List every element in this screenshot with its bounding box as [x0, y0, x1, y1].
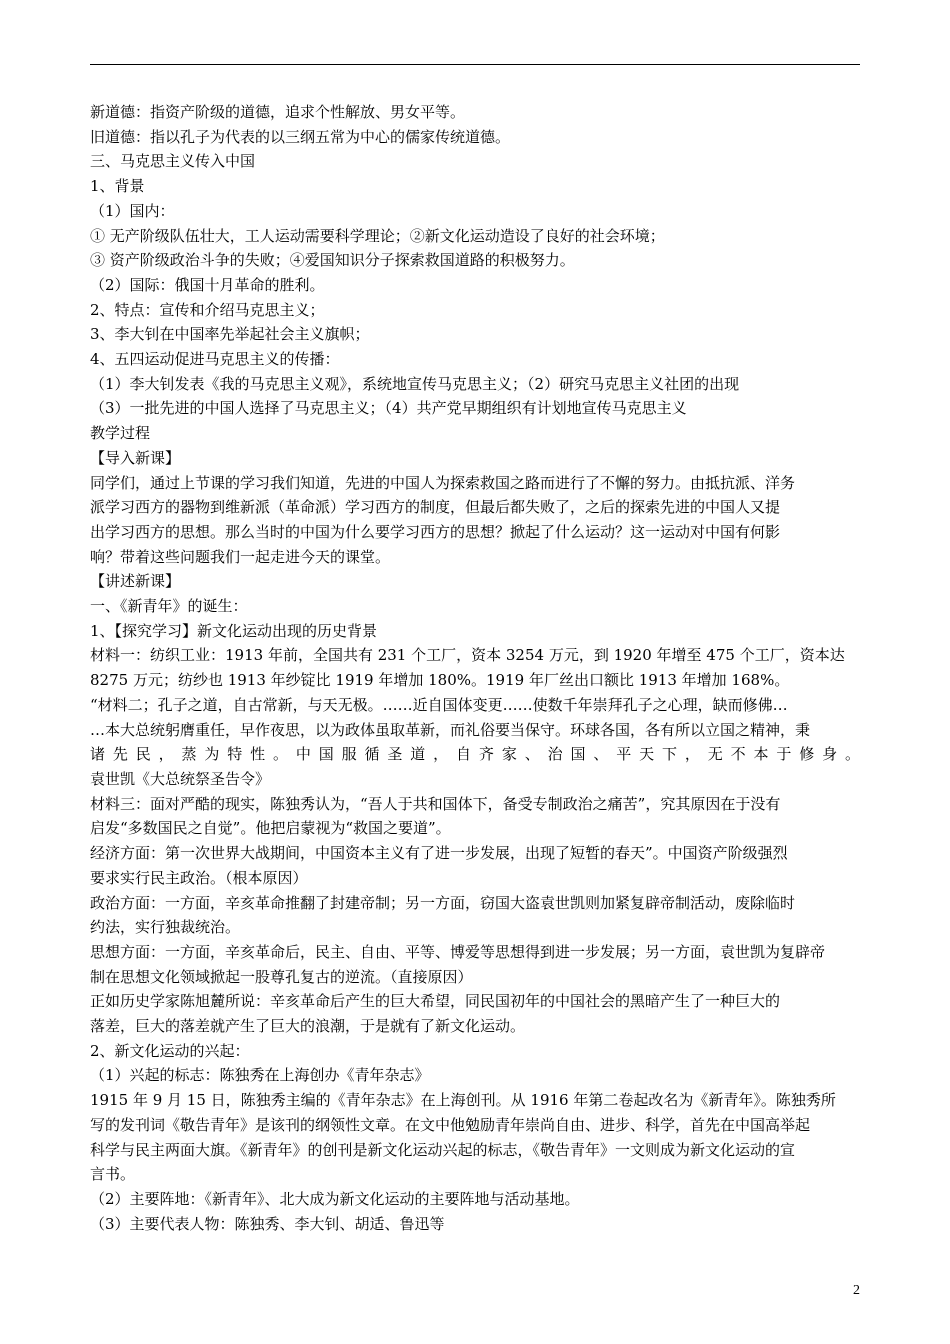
section-heading: 【导入新课】 [90, 448, 181, 467]
text-line: …本大总统躬膺重任，早作夜思，以为政体虽取革新，而礼俗要当保守。环球各国，各有所以立国之精神，秉 [90, 720, 811, 739]
text-line: 1、【探究学习】新文化运动出现的历史背景 [90, 621, 378, 640]
text-line: 约法，实行独裁统治。 [90, 918, 241, 937]
text-line: 响？带着这些问题我们一起走进今天的课堂。 [90, 547, 391, 566]
text-line: 材料一：纺织工业：1913 年前，全国共有 231 个工厂，资本 3254 万元，到 1920 年增至 475 个工厂，资本达 [90, 646, 845, 665]
text-line: （1）国内： [90, 201, 175, 220]
page-number: 2 [853, 1283, 860, 1298]
text-line: ① 无产阶级队伍壮大，工人运动需要科学理论；②新文化运动造设了良好的社会环境； [90, 226, 665, 245]
text-line: 1、背景 [90, 177, 145, 196]
text-line: （1）李大钊发表《我的马克思主义观》，系统地宣传马克思主义；（2）研究马克思主义社团的出现 [90, 374, 740, 393]
text-line: 正如历史学家陈旭麓所说：辛亥革命后产生的巨大希望，同民国初年的中国社会的黑暗产生了一种巨大的 [90, 992, 781, 1011]
text-line: “材料二；孔子之道，自古常新，与天无极。……近自国体变更……使数千年崇拜孔子之心理，缺而修佛… [90, 695, 788, 714]
text-line: 1915 年 9 月 15 日，陈独秀主编的《青年杂志》在上海创刊。从 1916 年第二卷起改名为《新青年》。陈独秀所 [90, 1091, 836, 1110]
text-line: 3、李大钊在中国率先举起社会主义旗帜； [90, 325, 370, 344]
section-heading: 教学过程 [90, 424, 151, 443]
text-line: （3）一批先进的中国人选择了马克思主义；（4）共产党早期组织有计划地宣传马克思主义 [90, 399, 687, 418]
text-line: 科学与民主两面大旗。《新青年》的创刊是新文化运动兴起的标志，《敬告青年》一文则成为新文化运动的宣 [90, 1140, 796, 1159]
text-line: 诸 先 民 ， 蒸 为 特 性 。 中 国 服 循 圣 道 ， 自 齐 家 、 治 国 、 平 天 下 ， 无 不 本 于 修 身 。 [90, 745, 860, 764]
text-line: （1）兴起的标志：陈独秀在上海创办《青年杂志》 [90, 1066, 430, 1085]
document-body [90, 100, 860, 1236]
text-line: 4、五四运动促进马克思主义的传播： [90, 350, 340, 369]
text-line: 同学们，通过上节课的学习我们知道，先进的中国人为探索救国之路而进行了不懈的努力。由抵抗派、洋务 [90, 473, 796, 492]
text-line: 政治方面：一方面，辛亥革命推翻了封建帝制；另一方面，窃国大盗袁世凯则加紧复辟帝制活动，废除临时 [90, 893, 796, 912]
text-line: 袁世凯《大总统祭圣告令》 [90, 769, 271, 788]
text-line: （2）国际：俄国十月革命的胜利。 [90, 275, 325, 294]
section-heading: 三、马克思主义传入中国 [90, 152, 256, 171]
text-line: 经济方面：第一次世界大战期间，中国资本主义有了进一步发展，出现了短暂的春天”。中国资产阶级强烈 [90, 844, 788, 863]
text-line: 写的发刊词《敬告青年》是该刊的纲领性文章。在文中他勉励青年崇尚自由、进步、科学，首先在中国高举起 [90, 1115, 811, 1134]
text-line: 派学习西方的器物到维新派（革命派）学习西方的制度，但最后都失败了，之后的探索先进的中国人又提 [90, 498, 781, 517]
text-line: 旧道德：指以孔子为代表的以三纲五常为中心的儒家传统道德。 [90, 127, 511, 146]
text-line: （2）主要阵地：《新青年》、北大成为新文化运动的主要阵地与活动基地。 [90, 1189, 580, 1208]
text-line: 8275 万元；纺纱也 1913 年纱锭比 1919 年增加 180%。1919 年厂丝出口额比 1913 年增加 168%。 [90, 671, 790, 690]
text-line: 要求实行民主政治。（根本原因） [90, 868, 308, 887]
text-line: 启发“多数国民之自觉”。他把启蒙视为“救国之要道”。 [90, 819, 451, 838]
text-line: 材料三：面对严酷的现实，陈独秀认为，“吾人于共和国体下，备受专制政治之痛苦”，究其原因在于没有 [90, 794, 781, 813]
text-line: 思想方面：一方面，辛亥革命后，民主、自由、平等、博爱等思想得到进一步发展；另一方面，袁世凯为复辟帝 [90, 942, 826, 961]
text-line: 出学习西方的思想。那么当时的中国为什么要学习西方的思想？掀起了什么运动？这一运动对中国有何影 [90, 522, 781, 541]
section-heading: 【讲述新课】 [90, 572, 181, 591]
text-line: 一、《新青年》的诞生： [90, 597, 248, 616]
text-line: 落差，巨大的落差就产生了巨大的浪潮，于是就有了新文化运动。 [90, 1017, 526, 1036]
text-line: 2、特点：宣传和介绍马克思主义； [90, 300, 325, 319]
text-line: 2、新文化运动的兴起： [90, 1041, 250, 1060]
text-line: 制在思想文化领域掀起一股尊孔复古的逆流。（直接原因） [90, 967, 473, 986]
header-rule [90, 64, 860, 65]
text-line: 新道德：指资产阶级的道德，追求个性解放、男女平等。 [90, 103, 466, 121]
text-line: 言书。 [90, 1165, 136, 1184]
text-line: （3）主要代表人物：陈独秀、李大钊、胡适、鲁迅等 [90, 1214, 445, 1233]
text-line: ③ 资产阶级政治斗争的失败；④爱国知识分子探索救国道路的积极努力。 [90, 251, 575, 270]
